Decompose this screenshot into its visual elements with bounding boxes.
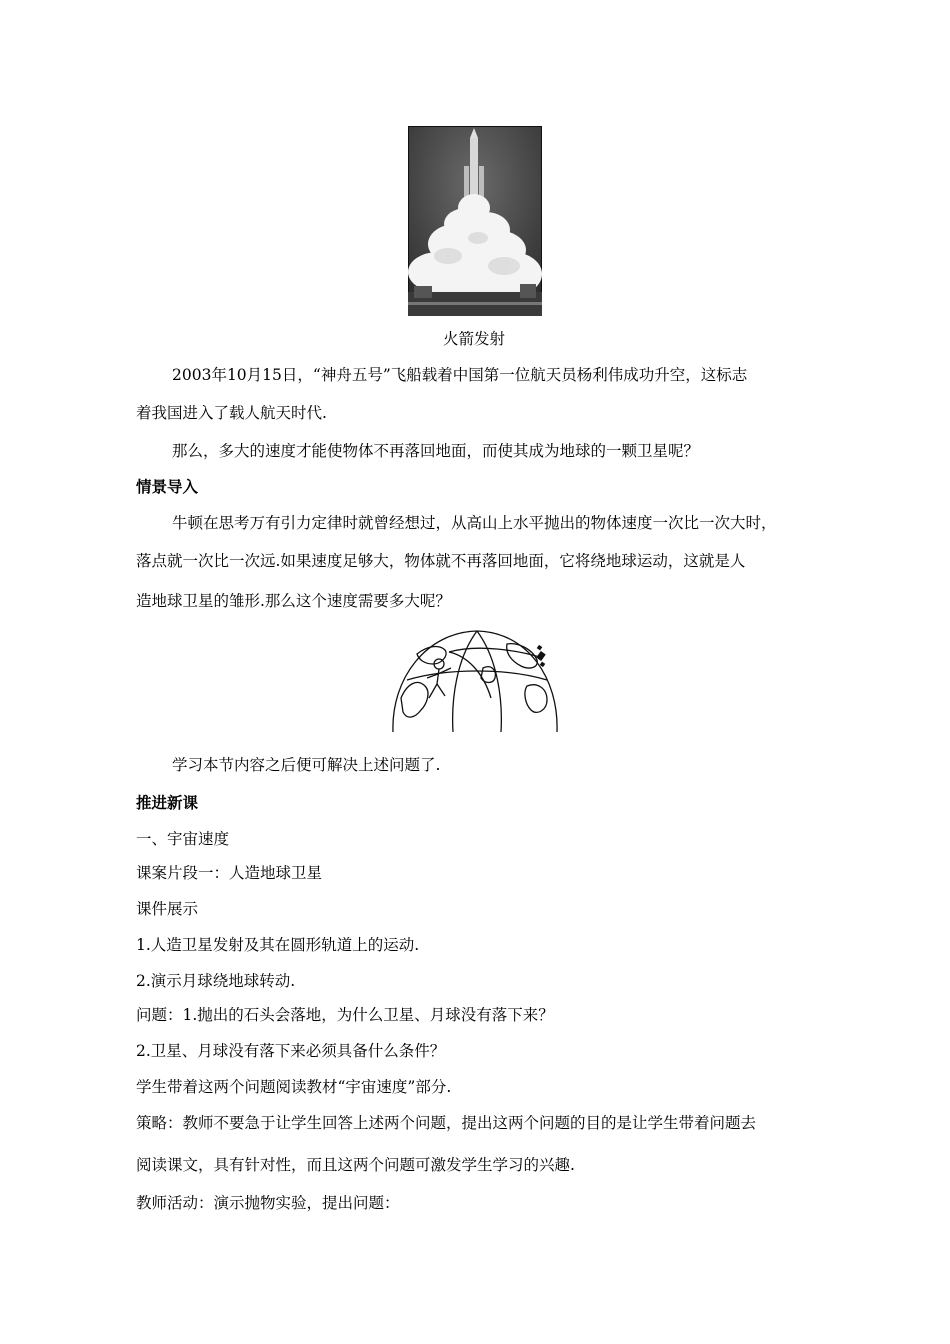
paragraph-line: 阅读课文，具有针对性，而且这两个问题可激发学生学习的兴趣. <box>136 1156 575 1174</box>
paragraph-line: 2003年10月15日，“神舟五号”飞船载着中国第一位航天员杨利伟成功升空，这标志 <box>172 366 748 384</box>
question: 2.卫星、月球没有落下来必须具备什么条件？ <box>136 1042 446 1060</box>
subheading: 课案片段一：人造地球卫星 <box>136 864 323 882</box>
subheading: 一、宇宙速度 <box>136 830 230 848</box>
paragraph-line: 落点就一次比一次远.如果速度足够大，物体就不再落回地面，它将绕地球运动，这就是人 <box>136 552 746 570</box>
paragraph-line: 着我国进入了载人航天时代. <box>136 404 327 422</box>
section-heading: 推进新课 <box>136 794 199 812</box>
question: 问题：1.抛出的石头会落地，为什么卫星、月球没有落下来？ <box>136 1006 554 1024</box>
paragraph-line: 造地球卫星的雏形.那么这个速度需要多大呢？ <box>136 592 451 610</box>
newton-globe-illustration <box>387 628 565 734</box>
paragraph: 教师活动：演示抛物实验，提出问题： <box>136 1194 400 1212</box>
subheading: 课件展示 <box>136 900 199 918</box>
section-heading: 情景导入 <box>136 478 199 496</box>
list-item: 2.演示月球绕地球转动. <box>136 972 296 990</box>
paragraph-line: 牛顿在思考万有引力定律时就曾经想过，从高山上水平抛出的物体速度一次比一次大时， <box>172 514 777 532</box>
paragraph-line: 策略：教师不要急于让学生回答上述两个问题，提出这两个问题的目的是让学生带着问题去 <box>136 1114 757 1132</box>
paragraph: 学习本节内容之后便可解决上述问题了. <box>172 756 441 774</box>
paragraph: 那么，多大的速度才能使物体不再落回地面，而使其成为地球的一颗卫星呢？ <box>172 442 700 460</box>
paragraph: 学生带着这两个问题阅读教材“宇宙速度”部分. <box>136 1078 452 1096</box>
list-item: 1.人造卫星发射及其在圆形轨道上的运动. <box>136 936 420 954</box>
figure-caption: 火箭发射 <box>443 330 506 348</box>
rocket-launch-image <box>408 126 542 316</box>
